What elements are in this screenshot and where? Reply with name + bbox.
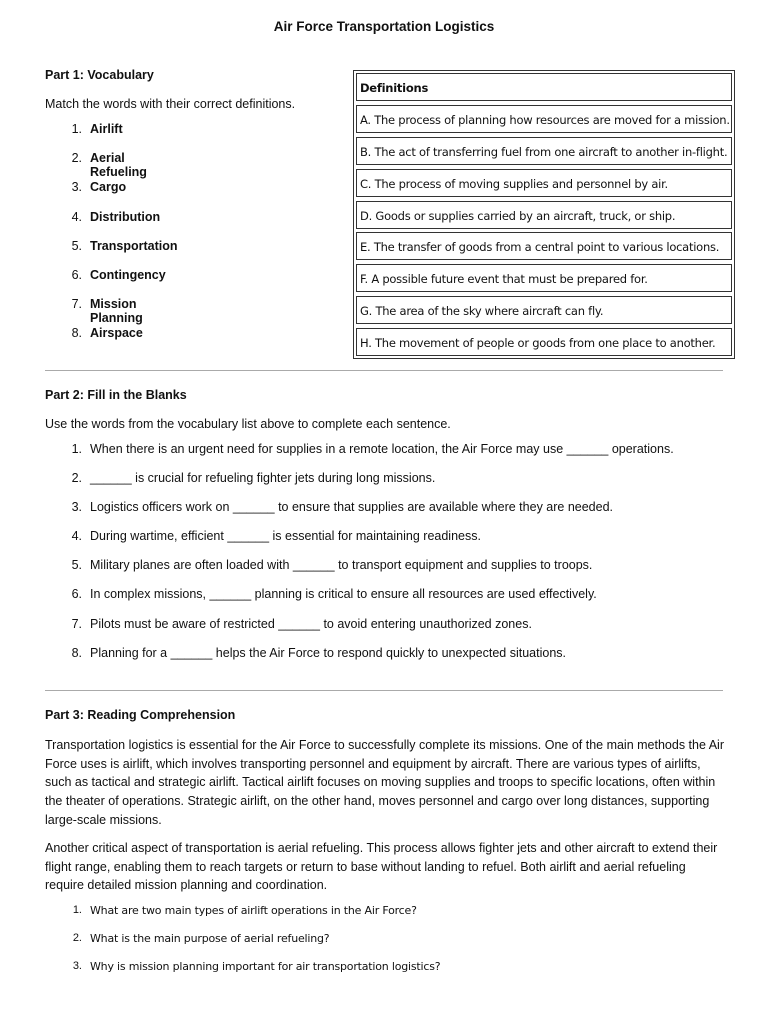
part1-instruction: Match the words with their correct definitions.	[45, 97, 296, 111]
vocab-word: Cargo	[90, 180, 127, 195]
item-number: 5.	[71, 558, 82, 573]
item-number: 5.	[71, 238, 82, 253]
section-divider	[45, 370, 723, 371]
fill-sentence: Military planes are often loaded with ______ to transport equipment and supplies to troops.	[90, 558, 593, 573]
part2-heading: Part 2: Fill in the Blanks	[45, 388, 187, 402]
definition-row: G. The area of the sky where aircraft can fly.	[356, 296, 732, 324]
item-number: 2.	[71, 151, 82, 166]
item-number: 7.	[71, 616, 82, 631]
question-text: What are two main types of airlift operations in the Air Force?	[90, 904, 417, 917]
item-number: 7.	[71, 297, 82, 312]
item-number: 2.	[71, 471, 82, 486]
definitions-table	[353, 70, 735, 359]
vocab-word: Transportation	[90, 238, 178, 253]
definition-row: F. A possible future event that must be prepared for.	[356, 264, 732, 292]
item-number: 2.	[72, 931, 82, 944]
vocab-word: Contingency	[90, 267, 166, 282]
vocab-word: Aerial Refueling	[90, 151, 147, 180]
definition-row: D. Goods or supplies carried by an aircraft, truck, or ship.	[356, 201, 732, 229]
definition-row: H. The movement of people or goods from one place to another.	[356, 328, 732, 356]
vocab-word: Distribution	[90, 209, 161, 224]
item-number: 3.	[71, 500, 82, 515]
item-number: 1.	[72, 904, 82, 916]
item-number: 8.	[71, 326, 82, 341]
item-number: 6.	[71, 587, 82, 602]
definition-row: A. The process of planning how resources are moved for a mission.	[356, 105, 732, 133]
fill-sentence: Logistics officers work on ______ to ensure that supplies are available where they are needed.	[90, 500, 614, 515]
section-divider	[45, 690, 723, 691]
item-number: 4.	[71, 209, 82, 224]
fill-sentence: ______ is crucial for refueling fighter jets during long missions.	[90, 471, 436, 486]
item-number: 1.	[71, 122, 82, 136]
question-text: Why is mission planning important for air transportation logistics?	[90, 959, 441, 973]
page-title: Air Force Transportation Logistics	[273, 19, 495, 34]
item-number: 8.	[71, 645, 82, 660]
reading-paragraph-1: Transportation logistics is essential for the Air Force to successfully complete its missions. One of the main methods the Air Force uses is airlift, which involves transporting personnel and equipment by aircraft. There are various types of airlifts, such as tactical and strategic airlift. Tactical airlift focuses on moving supplies and troops to specific locations, often within the theater of operations. Strategic airlift, on the other hand, moves personnel and cargo over long distances, supporting large-scale missions.	[45, 738, 724, 827]
definition-row: E. The transfer of goods from a central point to various locations.	[356, 232, 732, 260]
fill-sentence: In complex missions, ______ planning is critical to ensure all resources are used effectively.	[90, 587, 597, 602]
fill-sentence: Planning for a ______ helps the Air Force to respond quickly to unexpected situations.	[90, 645, 566, 660]
part3-heading: Part 3: Reading Comprehension	[45, 708, 236, 722]
vocab-word: Airspace	[90, 326, 143, 341]
item-number: 1.	[71, 442, 82, 456]
definitions-header: Definitions	[356, 73, 732, 101]
fill-sentence: When there is an urgent need for supplies in a remote location, the Air Force may use ______ operations.	[90, 442, 674, 456]
item-number: 6.	[71, 267, 82, 282]
vocab-word: Mission Planning	[90, 297, 143, 326]
part1-heading: Part 1: Vocabulary	[45, 68, 154, 82]
definition-row: B. The act of transferring fuel from one aircraft to another in-flight.	[356, 137, 732, 165]
item-number: 3.	[72, 959, 82, 972]
reading-paragraph-2: Another critical aspect of transportation is aerial refueling. This process allows fighter jets and other aircraft to extend their flight range, enabling them to reach targets or return to base without landing to refuel. Both airlift and aerial refueling require detailed mission planning and coordination.	[45, 841, 718, 893]
item-number: 4.	[71, 529, 82, 544]
definition-row: C. The process of moving supplies and personnel by air.	[356, 169, 732, 197]
question-text: What is the main purpose of aerial refueling?	[90, 931, 330, 945]
fill-sentence: Pilots must be aware of restricted ______ to avoid entering unauthorized zones.	[90, 616, 532, 631]
vocab-word: Airlift	[90, 122, 123, 136]
part2-instruction: Use the words from the vocabulary list above to complete each sentence.	[45, 417, 451, 431]
item-number: 3.	[71, 180, 82, 195]
fill-sentence: During wartime, efficient ______ is essential for maintaining readiness.	[90, 529, 481, 544]
